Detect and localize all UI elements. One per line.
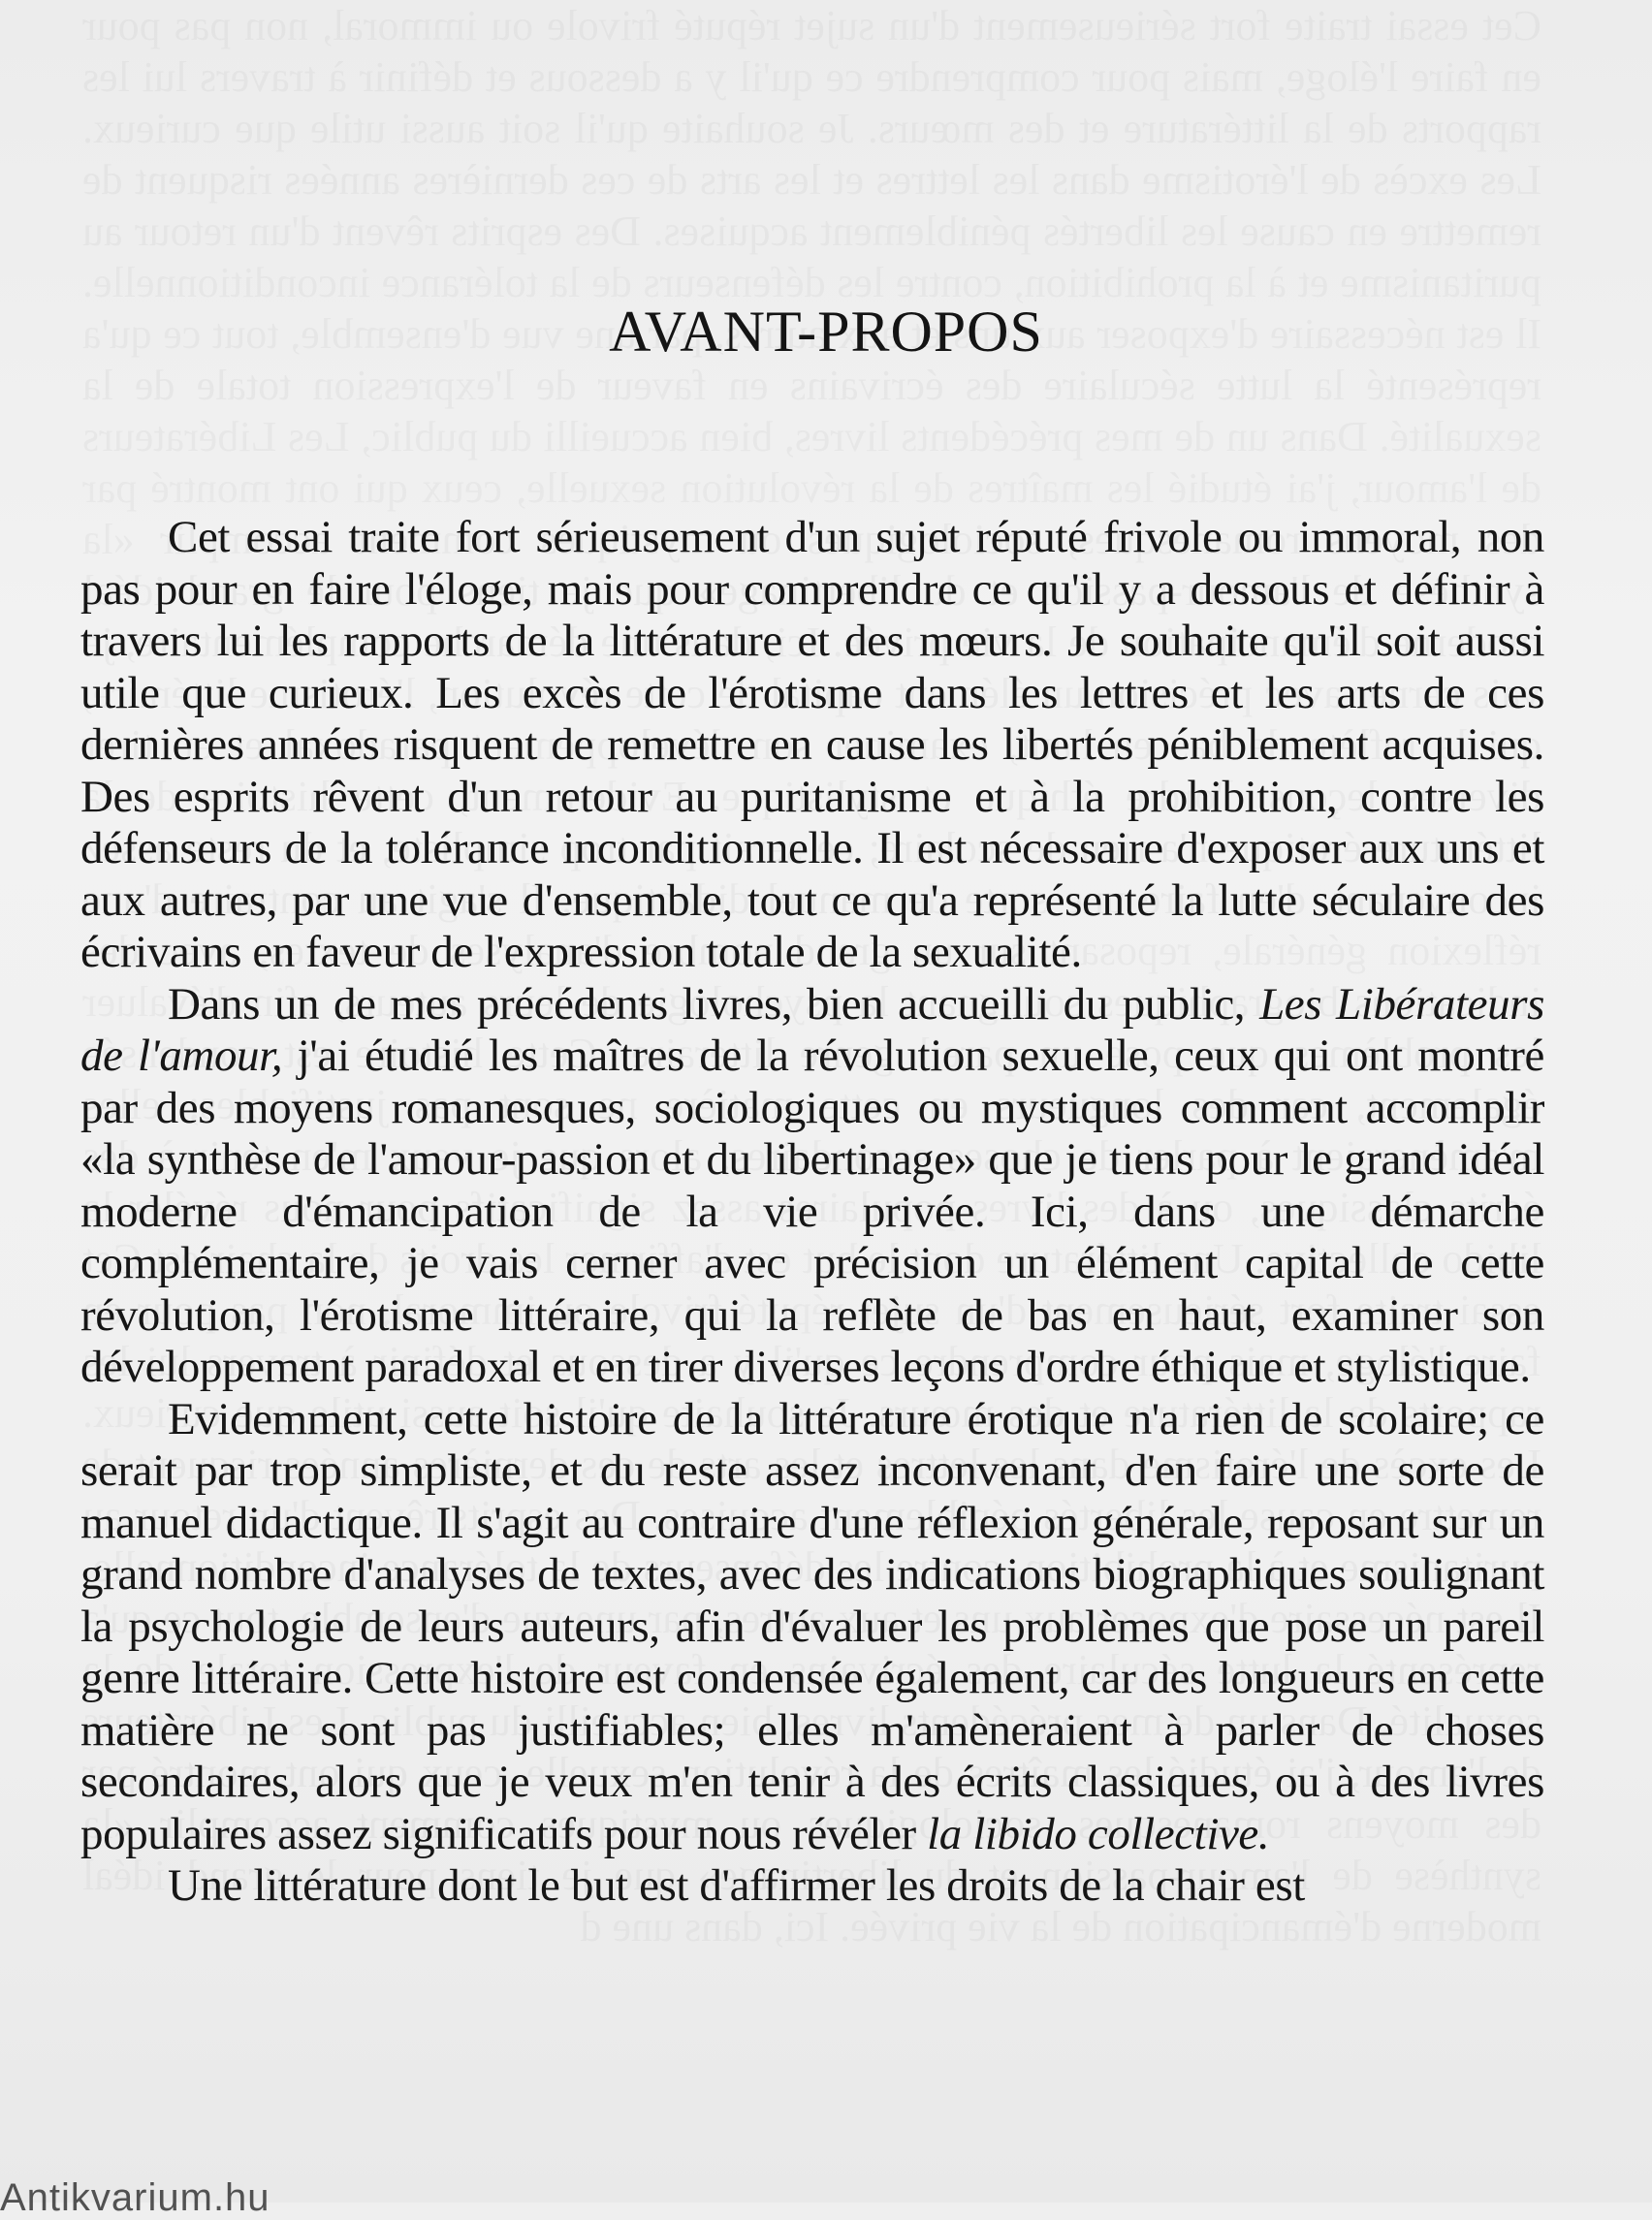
paragraph-2-text-end: j'ai étudié les maîtres de la révolution sexuelle, ceux qui ont montré par des moyens romanesques, sociologiques ou mystiques comment accomplir «la synthèse de l'amour-passion et du libertinage» que je tiens pour le grand idéal moderne d'émancipation de la vie privée. Ici, dans une démarche complémentaire, je vais cerner avec précision un élément capital de cette révolution, l'érotisme littéraire, qui la reflète de bas en haut, examiner son développement paradoxal et en tirer diverses leçons d'ordre éthique et stylistique. <box>80 1031 1545 1392</box>
paragraph-4 <box>80 1860 1544 1913</box>
paragraph-1-text: Cet essai traite fort sérieusement d'un sujet réputé frivole ou immoral, non pas pour en faire l'éloge, mais pour comprendre ce qu'il y a dessous et définir à travers lui les rapports de la littérature et des mœurs. Je souhaite qu'il soit aussi utile que curieux. Les excès de l'érotisme dans les lettres et les arts de ces dernières années risquent de remettre en cause les libertés péniblement acquises. Des esprits rêvent d'un retour au puritanisme et à la prohibition, contre les défenseurs de la tolérance inconditionnelle. Il est nécessaire d'exposer aux uns et aux autres, par une vue d'ensemble, tout ce qu'a représenté la lutte séculaire des écrivains en faveur de l'expression totale de la sexualité. <box>80 512 1544 977</box>
paragraph-2-text-start: Dans un de mes précédents livres, bien accueilli du public, <box>168 978 1260 1030</box>
watermark: Antikvarium.hu <box>0 2176 270 2219</box>
paragraph-3 <box>80 1394 1544 1861</box>
body-text <box>80 512 1544 1913</box>
paragraph-4-text: Une littérature dont le but est d'affirmer les droits de la chair est <box>168 1860 1305 1911</box>
paragraph-1 <box>80 512 1544 979</box>
book-title-italic: Les Libérateurs de l'amour, <box>80 978 1544 1081</box>
paragraph-3-text: Evidemment, cette histoire de la littérature érotique n'a rien de scolaire; ce serait par trop simpliste, et du reste assez inconvenant, d'en faire une sorte de manuel didactique. Il s'agit au contraire d'une réflexion générale, reposant sur un grand nombre d'analyses de textes, avec des indications biographiques soulignant la psychologie de leurs auteurs, afin d'évaluer les problèmes que pose un pareil genre littéraire. Cette histoire est condensée également, car des longueurs en cette matière ne sont pas justifiables; elles m'amèneraient à parler de choses secondaires, alors que je veux m'en tenir à des écrits classiques, ou à des livres populaires assez significatifs pour nous révéler <box>80 1393 1544 1859</box>
paragraph-2 <box>80 979 1544 1394</box>
libido-collective-italic: la libido collective. <box>927 1808 1270 1859</box>
page-title: AVANT-PROPOS <box>609 300 1043 364</box>
